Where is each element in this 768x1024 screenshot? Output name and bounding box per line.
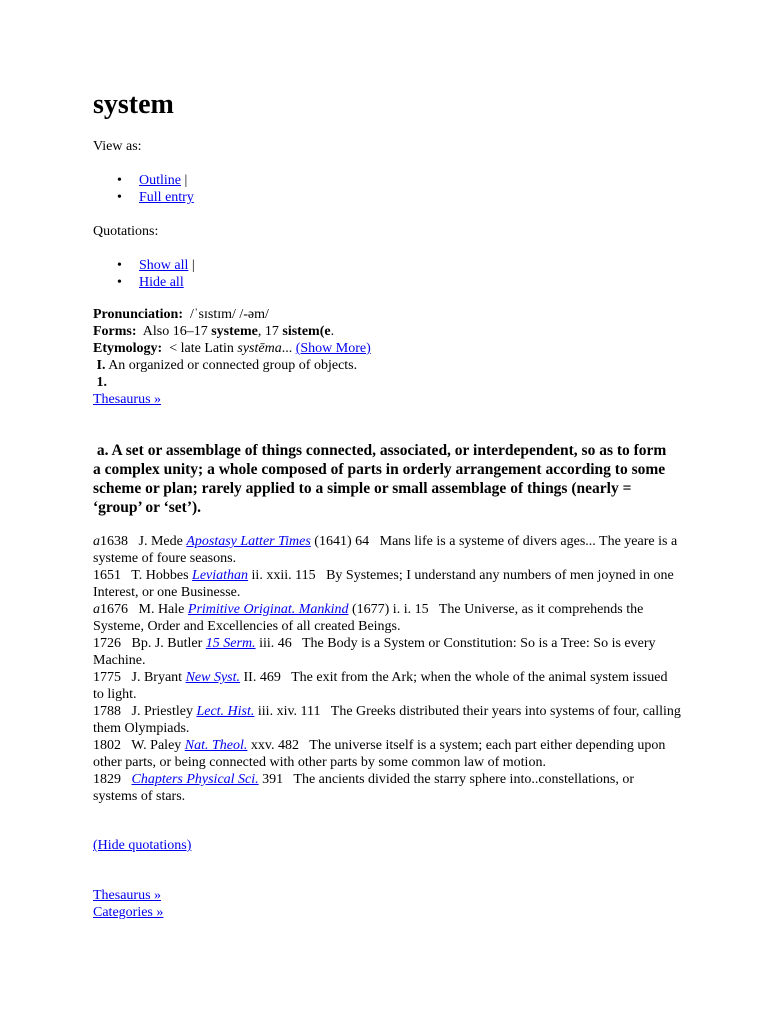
sense-I-row — [93, 357, 693, 374]
quote-ref: xxv. 482 — [250, 738, 300, 753]
quote-author: Bp. J. Butler — [131, 636, 203, 651]
forms-prefix: Also 16–17 — [142, 324, 208, 339]
definition-letter: a. — [96, 442, 109, 459]
hide-all-link[interactable]: Hide all — [139, 275, 184, 290]
quote-author: J. Mede — [138, 534, 183, 549]
quote-source-link[interactable]: Nat. Theol. — [184, 738, 248, 753]
quote-text: Mans life is a systeme of divers ages... The yeare is a systeme of foure seasons. — [93, 534, 678, 566]
quote-date: a1638 — [93, 534, 128, 549]
entry-info — [93, 306, 693, 408]
forms-end: . — [330, 324, 335, 339]
quote-text: The Universe, as it comprehends the Systeme, Order and Excellencies of all created Beings. — [93, 602, 644, 634]
page-title: system — [93, 89, 174, 120]
quote-date: 1802 — [93, 738, 121, 753]
show-all-link[interactable]: Show all — [139, 258, 189, 273]
forms-mid: , 17 — [257, 324, 279, 339]
bullet-icon: • — [117, 275, 122, 290]
quote-text: The Body is a System or Constitution: So is a Tree: So is every Machine. — [93, 636, 656, 668]
quote-ref: ii. xxii. 115 — [251, 568, 316, 583]
quote-ref: (1641) 64 — [314, 534, 370, 549]
quotation-item — [93, 703, 681, 737]
quote-date: 1726 — [93, 636, 121, 651]
sense-text: An organized or connected group of objects. — [108, 358, 358, 373]
thesaurus-row — [93, 391, 693, 408]
quote-date: 1651 — [93, 568, 121, 583]
pronunciation-value: /ˈsɪstɪm/ /-əm/ — [189, 307, 269, 322]
etymology-word: systēma — [237, 341, 282, 356]
quote-ref: (1677) i. i. 15 — [351, 602, 429, 617]
quote-ref: II. 469 — [243, 670, 281, 685]
quote-text: The Greeks distributed their years into systems of four, calling them Olympiads. — [93, 704, 681, 736]
thesaurus-link[interactable]: Thesaurus » — [93, 392, 162, 407]
definition-body: A set or assemblage of things connected, associated, or interdependent, so as to form a complex unity; a whole composed of parts in orderly arrangement according to some scheme or plan; rarely applied to a simple or small assemblage of things (nearly = ‘group’ or ‘set’). — [93, 442, 667, 516]
etymology-row — [93, 340, 693, 357]
sense-number: 1. — [96, 375, 107, 390]
quote-source-link[interactable]: Primitive Originat. Mankind — [187, 602, 349, 617]
quote-ref: iii. xiv. 111 — [257, 704, 321, 719]
forms-row — [93, 323, 693, 340]
categories-link[interactable]: Categories » — [93, 905, 164, 920]
quotation-item — [93, 771, 681, 805]
etymology-label: Etymology: — [93, 341, 163, 356]
quotation-item — [93, 601, 681, 635]
hide-quotations-link[interactable]: (Hide quotations) — [93, 838, 192, 853]
quote-date: 1775 — [93, 670, 121, 685]
bullet-icon: • — [117, 258, 122, 273]
quote-source-link[interactable]: Lect. Hist. — [196, 704, 255, 719]
quotations-block — [93, 533, 681, 805]
quotation-item — [93, 635, 681, 669]
quote-source-link[interactable]: New Syst. — [185, 670, 241, 685]
etymology-prefix: < late Latin — [169, 341, 234, 356]
view-as-item-outline — [93, 172, 194, 189]
quotations-label: Quotations: — [93, 224, 159, 239]
pronunciation-row — [93, 306, 693, 323]
quote-author: J. Bryant — [131, 670, 183, 685]
separator: | — [191, 258, 195, 273]
sense-1-row — [93, 374, 693, 391]
quote-date: 1788 — [93, 704, 121, 719]
forms-label: Forms: — [93, 324, 137, 339]
quote-ref: iii. 46 — [259, 636, 292, 651]
quotation-item — [93, 669, 681, 703]
view-as-label: View as: — [93, 139, 142, 154]
quotations-list — [93, 257, 195, 291]
quote-author: T. Hobbes — [131, 568, 189, 583]
quote-source-link[interactable]: 15 Serm. — [205, 636, 256, 651]
hide-quotations-row — [93, 837, 191, 854]
quote-date: a1676 — [93, 602, 128, 617]
quotations-item-hide-all — [93, 274, 195, 291]
form-variant: sistem(e — [282, 324, 331, 339]
quote-source-link[interactable]: Apostasy Latter Times — [186, 534, 311, 549]
view-as-item-full-entry — [93, 189, 194, 206]
sense-number: I. — [96, 358, 106, 373]
view-as-list — [93, 172, 194, 206]
quotations-item-show-all — [93, 257, 195, 274]
quotation-item — [93, 567, 681, 601]
bullet-icon: • — [117, 173, 122, 188]
etymology-ellipsis: ... — [281, 341, 293, 356]
quote-text: The universe itself is a system; each part either depending upon other parts, or being connected with other parts by some common law of motion. — [93, 738, 666, 770]
quote-author: J. Priestley — [131, 704, 193, 719]
show-more-link[interactable]: (Show More) — [295, 341, 371, 356]
quote-text: The exit from the Ark; when the whole of the animal system issued to light. — [93, 670, 668, 702]
definition-text — [93, 441, 673, 517]
quote-date: 1829 — [93, 772, 121, 787]
footer-thesaurus-link[interactable]: Thesaurus » — [93, 888, 162, 903]
footer-links — [93, 887, 163, 921]
quote-author: M. Hale — [138, 602, 185, 617]
separator: | — [184, 173, 188, 188]
form-variant: systeme — [211, 324, 258, 339]
bullet-icon: • — [117, 190, 122, 205]
quote-ref: 391 — [262, 772, 284, 787]
quotation-item — [93, 533, 681, 567]
pronunciation-label: Pronunciation: — [93, 307, 183, 322]
quote-author: W. Paley — [131, 738, 182, 753]
full-entry-link[interactable]: Full entry — [139, 190, 194, 205]
quote-text: The ancients divided the starry sphere into..constellations, or systems of stars. — [93, 772, 634, 804]
outline-link[interactable]: Outline — [139, 173, 181, 188]
quote-source-link[interactable]: Leviathan — [192, 568, 249, 583]
quote-text: By Systemes; I understand any numbers of men joyned in one Interest, or one Businesse. — [93, 568, 674, 600]
quotation-item — [93, 737, 681, 771]
quote-source-link[interactable]: Chapters Physical Sci. — [131, 772, 259, 787]
